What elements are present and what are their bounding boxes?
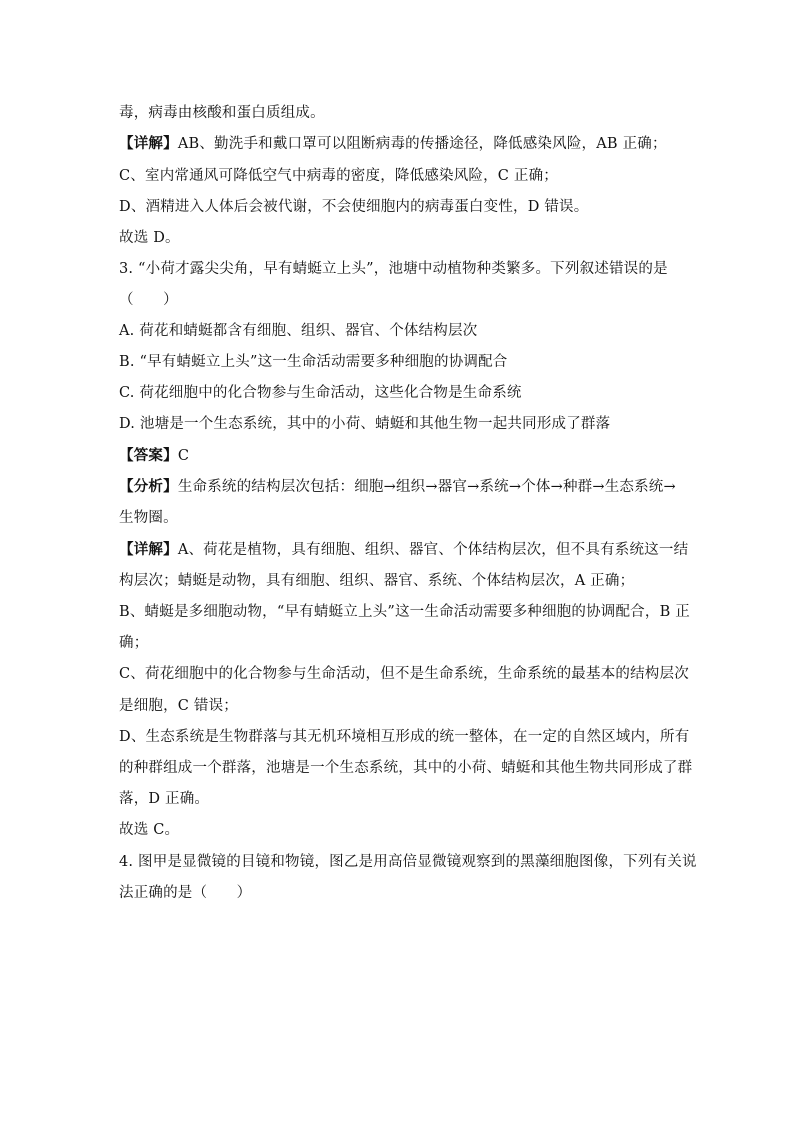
question-stem: 4. 图甲是显微镜的目镜和物镜，图乙是用高倍显微镜观察到的黑藻细胞图像，下列有关说 [119, 854, 697, 870]
text-line: 【详解】AB、勤洗手和戴口罩可以阻断病毒的传播途径，降低感染风险，AB 正确； [119, 135, 667, 152]
text-line: D、生态系统是生物群落与其无机环境相互形成的统一整体，在一定的自然区域内，所有 [119, 729, 690, 745]
text-line: 构层次；蜻蜓是动物，具有细胞、组织、器官、系统、个体结构层次，A 正确； [119, 573, 635, 589]
text-line: D、酒精进入人体后会被代谢，不会使细胞内的病毒蛋白变性，D 错误。 [119, 199, 589, 215]
question-stem: 3. “小荷才露尖尖角，早有蜻蜓立上头”，池塘中动植物种类繁多。下列叙述错误的是 [119, 261, 668, 277]
option-b: B. “早有蜻蜓立上头”这一生命活动需要多种细胞的协调配合 [119, 354, 508, 370]
text-line: 的种群组成一个群落，池塘是一个生态系统，其中的小荷、蜻蜓和其他生物共同形成了群 [119, 760, 693, 776]
explanation-line: 【详解】A、荷花是植物，具有细胞、组织、器官、个体结构层次，但不具有系统这一结 [119, 541, 689, 558]
analysis-line: 【分析】生命系统的结构层次包括：细胞→组织→器官→系统→个体→种群→生态系统→ [119, 478, 676, 495]
text-line: C、室内常通风可降低空气中病毒的密度，降低感染风险，C 正确； [119, 168, 558, 184]
text-line: 法正确的是（ ） [119, 885, 252, 901]
answer-blank: （ ） [119, 292, 178, 308]
text-line: 确； [119, 635, 149, 651]
section-label: 【详解】 [119, 541, 178, 558]
text-line: B、蜻蜓是多细胞动物，“早有蜻蜓立上头”这一生命活动需要多种细胞的协调配合，B 正 [119, 604, 690, 620]
answer-line: 【答案】C [119, 447, 190, 464]
option-d: D. 池塘是一个生态系统，其中的小荷、蜻蜓和其他生物一起共同形成了群落 [119, 416, 611, 432]
section-label: 【答案】 [119, 447, 178, 464]
option-a: A. 荷花和蜻蜓都含有细胞、组织、器官、个体结构层次 [119, 323, 478, 339]
text-line: C、荷花细胞中的化合物参与生命活动，但不是生命系统，生命系统的最基本的结构层次 [119, 666, 689, 682]
text-line: 生物圈。 [119, 510, 178, 526]
text-line: 毒，病毒由核酸和蛋白质组成。 [119, 105, 325, 121]
text-line: 落，D 正确。 [119, 791, 210, 807]
section-label: 【详解】 [119, 135, 178, 152]
option-c: C. 荷花细胞中的化合物参与生命活动，这些化合物是生命系统 [119, 385, 522, 401]
text-line: 故选 D。 [119, 230, 180, 246]
section-label: 【分析】 [119, 478, 178, 495]
text-line: 是细胞，C 错误； [119, 698, 239, 714]
text-line: 故选 C。 [119, 822, 180, 838]
